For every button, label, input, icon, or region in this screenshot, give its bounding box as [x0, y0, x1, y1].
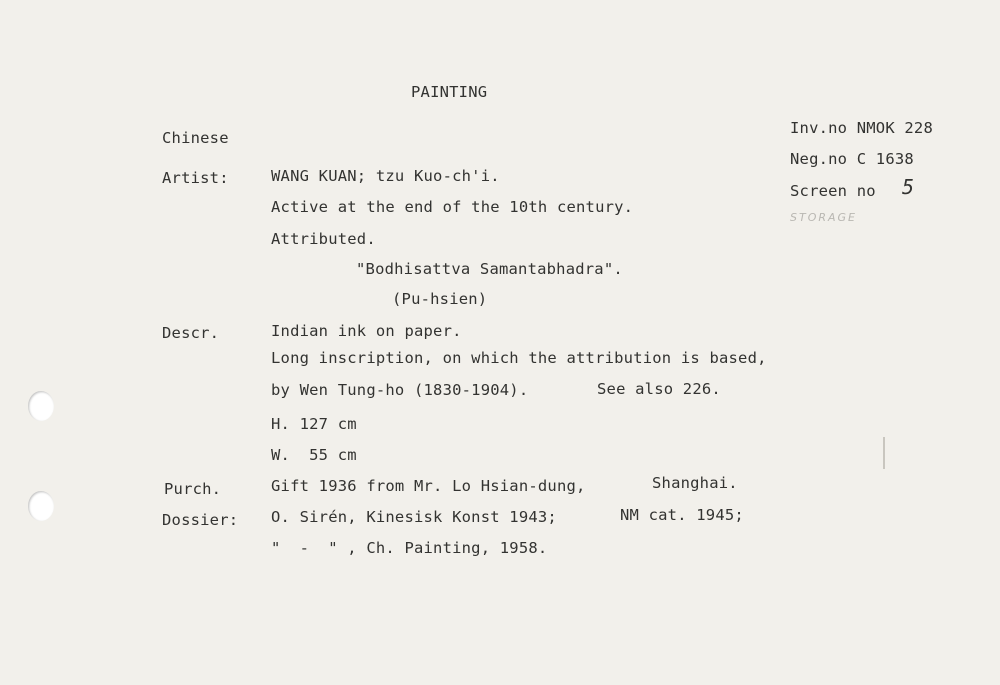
- descr-width: W. 55 cm: [271, 446, 357, 464]
- dossier-ref-1: O. Sirén, Kinesisk Konst 1943;: [271, 508, 557, 526]
- descr-inscription: Long inscription, on which the attribution is based,: [271, 349, 767, 367]
- dossier-ref-2: NM cat. 1945;: [620, 506, 744, 524]
- inv-no: Inv.no NMOK 228: [790, 119, 933, 137]
- paper-mark: [883, 437, 885, 469]
- storage-note: STORAGE: [790, 211, 858, 224]
- work-alt-title: (Pu-hsien): [392, 290, 488, 308]
- purch-place: Shanghai.: [652, 474, 738, 492]
- artist-attribution: Attributed.: [271, 230, 376, 248]
- purch-label: Purch.: [164, 480, 222, 498]
- work-title: "Bodhisattva Samantabhadra".: [356, 260, 623, 278]
- descr-inscriber: by Wen Tung-ho (1830-1904).: [271, 381, 529, 399]
- descr-see-also: See also 226.: [597, 380, 721, 398]
- artist-name: WANG KUAN; tzu Kuo-ch'i.: [271, 167, 500, 185]
- artist-label: Artist:: [162, 169, 229, 187]
- dossier-ref-3: " - " , Ch. Painting, 1958.: [271, 539, 548, 557]
- punch-hole-bottom: [28, 491, 54, 521]
- artist-active: Active at the end of the 10th century.: [271, 198, 634, 216]
- neg-no: Neg.no C 1638: [790, 150, 914, 168]
- card-title: PAINTING: [411, 83, 488, 101]
- purch-source: Gift 1936 from Mr. Lo Hsian-dung,: [271, 477, 586, 495]
- dossier-label: Dossier:: [162, 511, 239, 529]
- screen-no-label: Screen no: [790, 182, 876, 200]
- descr-height: H. 127 cm: [271, 415, 357, 433]
- descr-label: Descr.: [162, 324, 220, 342]
- punch-hole-top: [28, 391, 54, 421]
- descr-medium: Indian ink on paper.: [271, 322, 462, 340]
- screen-no-value: 5: [902, 175, 915, 199]
- origin-label: Chinese: [162, 129, 229, 147]
